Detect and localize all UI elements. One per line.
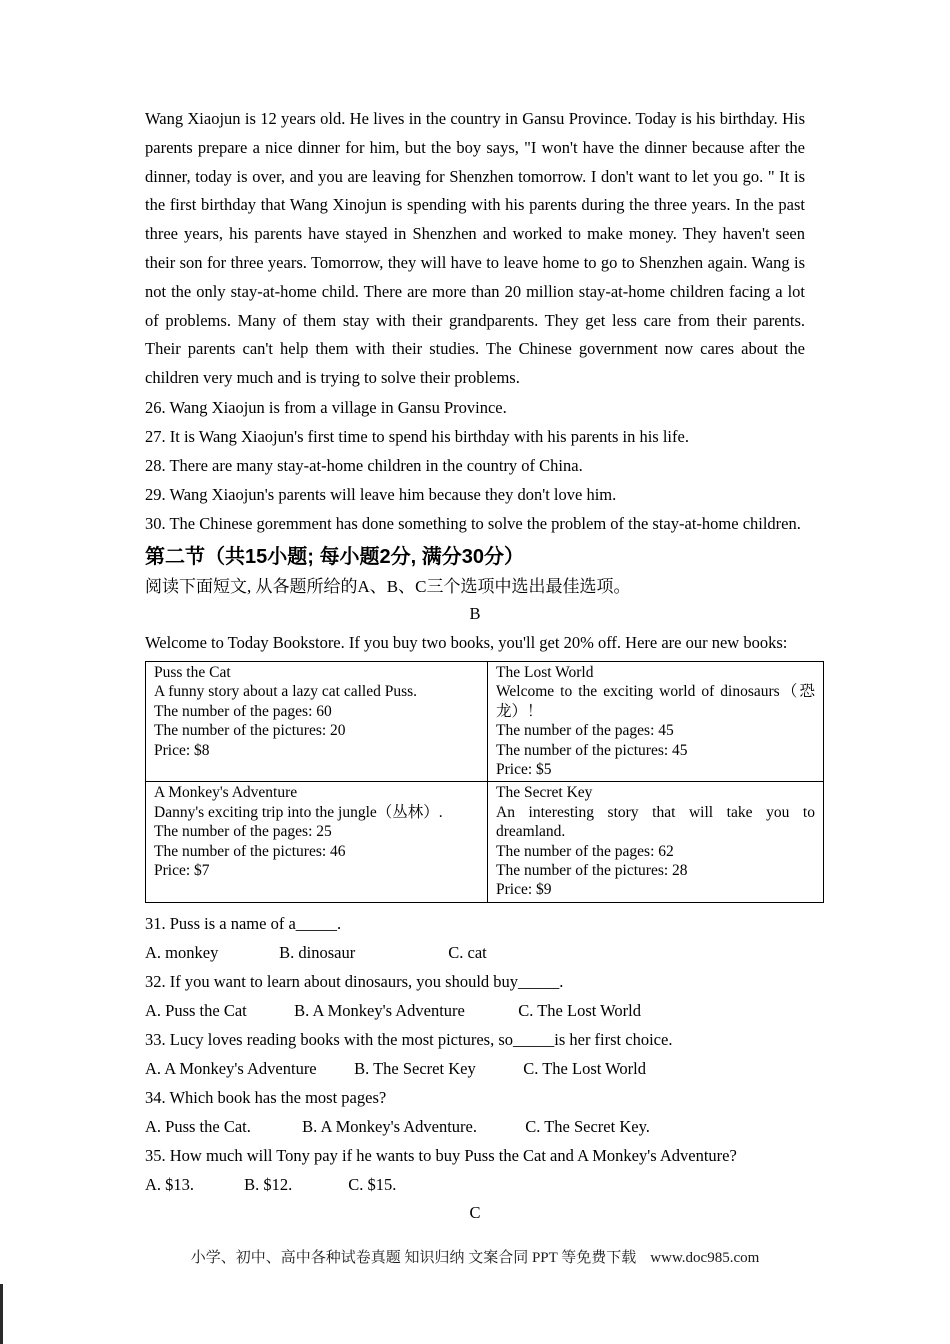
option-c: C. The Lost World	[523, 1058, 646, 1078]
book-pictures: The number of the pictures: 20	[154, 722, 346, 740]
book-title: Puss the Cat	[154, 663, 231, 681]
option-c: C. cat	[448, 942, 487, 962]
option-a: A. monkey	[145, 942, 219, 962]
book-title: A Monkey's Adventure	[154, 784, 298, 802]
question-32: 32. If you want to learn about dinosaurs, you should buy_____.	[145, 971, 564, 991]
question-35-options	[145, 1170, 823, 1199]
passage-label-c: C	[469, 1202, 481, 1222]
question-32-options	[145, 996, 823, 1025]
question-27: 27. It is Wang Xiaojun's first time to spend his birthday with his parents in his life.	[145, 426, 689, 446]
book-pictures: The number of the pictures: 28	[496, 862, 688, 880]
option-b: B. dinosaur	[279, 942, 356, 962]
option-a: A. $13.	[145, 1174, 195, 1194]
question-31-options	[145, 938, 823, 967]
book-pictures: The number of the pictures: 46	[154, 842, 346, 860]
option-a: A. Puss the Cat.	[145, 1116, 251, 1136]
book-table	[145, 661, 824, 903]
book-pages: The number of the pages: 60	[154, 702, 332, 720]
question-31: 31. Puss is a name of a_____.	[145, 913, 342, 933]
book-description: Danny's exciting trip into the jungle（丛林）.	[154, 803, 443, 821]
option-c: C. $15.	[348, 1174, 397, 1194]
book-title: The Secret Key	[496, 784, 593, 802]
question-28: 28. There are many stay-at-home children in the country of China.	[145, 455, 583, 475]
book-cell-puss-the-cat	[146, 661, 488, 781]
question-35: 35. How much will Tony pay if he wants to buy Puss the Cat and A Monkey's Adventure?	[145, 1145, 737, 1165]
section-header: 第二节（共15小题; 每小题2分, 满分30分）	[145, 545, 524, 568]
book-cell-the-secret-key	[488, 782, 824, 902]
scan-artifact-line	[0, 1284, 3, 1344]
bookstore-intro: Welcome to Today Bookstore. If you buy two books, you'll get 20% off. Here are our new books:	[145, 632, 788, 652]
option-b: B. The Secret Key	[354, 1058, 476, 1078]
book-cell-a-monkeys-adventure	[146, 782, 488, 902]
question-33-options	[145, 1054, 823, 1083]
book-pages: The number of the pages: 45	[496, 722, 674, 740]
passage-label-b: B	[469, 603, 481, 623]
page-footer	[0, 1246, 950, 1267]
book-pages: The number of the pages: 25	[154, 823, 332, 841]
table-row	[146, 782, 824, 902]
book-description: Welcome to the exciting world of dinosaurs（恐龙）！	[496, 683, 815, 720]
section-instructions: 阅读下面短文, 从各题所给的A、B、C三个选项中选出最佳选项。	[145, 576, 631, 596]
option-c: C. The Secret Key.	[525, 1116, 650, 1136]
book-price: Price: $9	[496, 881, 552, 899]
book-price: Price: $5	[496, 761, 552, 778]
book-cell-the-lost-world	[488, 661, 824, 781]
book-pages: The number of the pages: 62	[496, 842, 674, 860]
question-33: 33. Lucy loves reading books with the most pictures, so_____is her first choice.	[145, 1029, 673, 1049]
question-34: 34. Which book has the most pages?	[145, 1087, 387, 1107]
book-description: A funny story about a lazy cat called Puss.	[154, 683, 418, 701]
question-29: 29. Wang Xiaojun's parents will leave him because they don't love him.	[145, 484, 617, 504]
book-price: Price: $7	[154, 862, 210, 880]
option-b: B. $12.	[244, 1174, 293, 1194]
table-row	[146, 661, 824, 781]
option-a: A. A Monkey's Adventure	[145, 1058, 317, 1078]
option-c: C. The Lost World	[518, 1000, 641, 1020]
book-price: Price: $8	[154, 741, 210, 759]
option-a: A. Puss the Cat	[145, 1000, 247, 1020]
book-description: An interesting story that will take you to dreamland.	[496, 803, 815, 841]
multiple-choice-questions	[145, 909, 823, 1199]
book-pictures: The number of the pictures: 45	[496, 741, 688, 759]
footer-text: 小学、初中、高中各种试卷真题 知识归纳 文案合同 PPT 等免费下载	[190, 1250, 637, 1266]
question-30: 30. The Chinese goremment has done something to solve the problem of the stay-at-home children.	[145, 513, 801, 533]
question-34-options	[145, 1112, 823, 1141]
true-false-questions	[145, 393, 805, 538]
option-b: B. A Monkey's Adventure.	[302, 1116, 477, 1136]
option-b: B. A Monkey's Adventure	[294, 1000, 465, 1020]
footer-url-link[interactable]: www.doc985.com	[650, 1250, 760, 1266]
reading-passage: Wang Xiaojun is 12 years old. He lives in the country in Gansu Province. Today is his birthday. His parents prepare a nice dinner for him, but the boy says, "I won't have the dinner because after the dinner, today is over, and you are leaving for Shenzhen tomorrow. I don't want to let you go. " It is the first birthday that Wang Xinojun is spending with his parents during the three years. In the past three years, his parents have stayed in Shenzhen and worked to make money. They haven't seen their son for three years. Tomorrow, they will have to leave home to go to Shenzhen again. Wang is not the only stay-at-home child. There are more than 20 million stay-at-home children facing a lot of problems. Many of them stay with their grandparents. They get less care from their parents. Their parents can't help them with their studies. The Chinese government now cares about the children very much and is trying to solve their problems.	[145, 109, 805, 388]
book-title: The Lost World	[496, 663, 594, 681]
question-26: 26. Wang Xiaojun is from a village in Gansu Province.	[145, 397, 507, 417]
